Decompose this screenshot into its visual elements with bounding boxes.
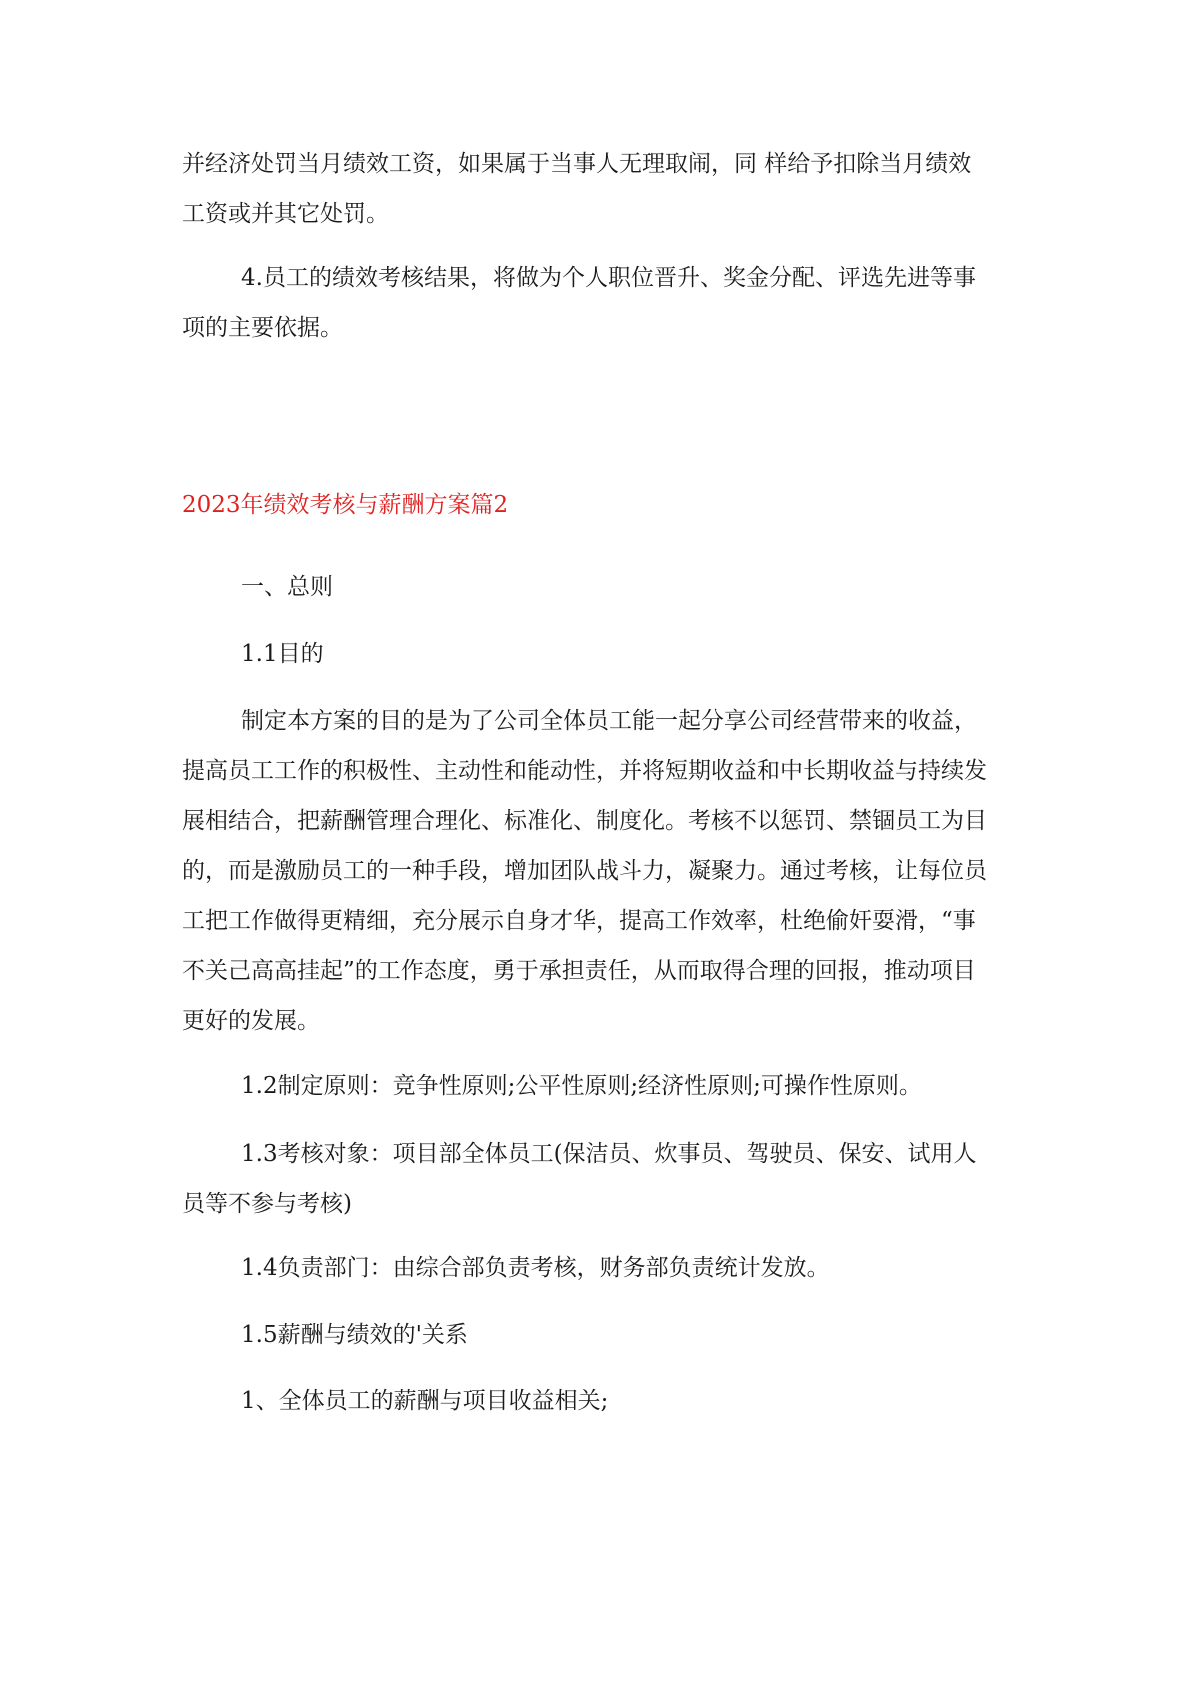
paragraph-line: 工把工作做得更精细，充分展示自身才华，提高工作效率，杜绝偷奸耍滑，“事 [182,908,976,934]
paragraph-line: 展相结合，把薪酬管理合理化、标准化、制度化。考核不以惩罚、禁锢员工为目 [182,808,987,834]
paragraph-line: 4.员工的绩效考核结果，将做为个人职位晋升、奖金分配、评选先进等事 [241,265,976,291]
paragraph-line: 不关己高高挂起”的工作态度，勇于承担责任，从而取得合理的回报，推动项目 [182,958,976,984]
paragraph-line: 制定本方案的目的是为了公司全体员工能一起分享公司经营带来的收益， [241,708,977,734]
paragraph-line: 员等不参与考核) [182,1191,352,1217]
paragraph-line: 项的主要依据。 [182,315,343,341]
paragraph-line: 工资或并其它处罚。 [182,201,389,227]
item-4-paragraph [182,253,1022,353]
paragraph-line: 提高员工工作的积极性、主动性和能动性，并将短期收益和中长期收益与持续发 [182,758,987,784]
heading-general [182,562,1022,612]
purpose-paragraph [182,696,1022,1046]
section-title-text: 2023年绩效考核与薪酬方案篇2 [182,492,509,518]
paragraph-line: 更好的发展。 [182,1008,320,1034]
list-item-1 [182,1376,1022,1426]
paragraph-line: 1.4负责部门：由综合部负责考核，财务部负责统计发放。 [241,1255,830,1281]
paragraph-line: 的，而是激励员工的一种手段，增加团队战斗力，凝聚力。通过考核，让每位员 [182,858,987,884]
item-1-3 [182,1129,1022,1229]
heading-1-1 [182,629,1022,679]
paragraph-line: 并经济处罚当月绩效工资，如果属于当事人无理取闹，同 样给予扣除当月绩效 [182,151,972,177]
item-1-2 [182,1061,1022,1111]
section-title [182,480,1022,530]
paragraph-line: 1.3考核对象：项目部全体员工(保洁员、炊事员、驾驶员、保安、试用人 [241,1141,977,1167]
paragraph-line: 1.5薪酬与绩效的'关系 [241,1322,468,1348]
paragraph-line: 1、全体员工的薪酬与项目收益相关; [241,1388,609,1414]
heading-text: 一、总则 [241,574,333,600]
continuation-paragraph [182,139,1022,239]
item-1-4 [182,1243,1022,1293]
heading-text: 1.1目的 [241,641,324,667]
paragraph-line: 1.2制定原则：竞争性原则;公平性原则;经济性原则;可操作性原则。 [241,1073,922,1099]
item-1-5 [182,1310,1022,1360]
